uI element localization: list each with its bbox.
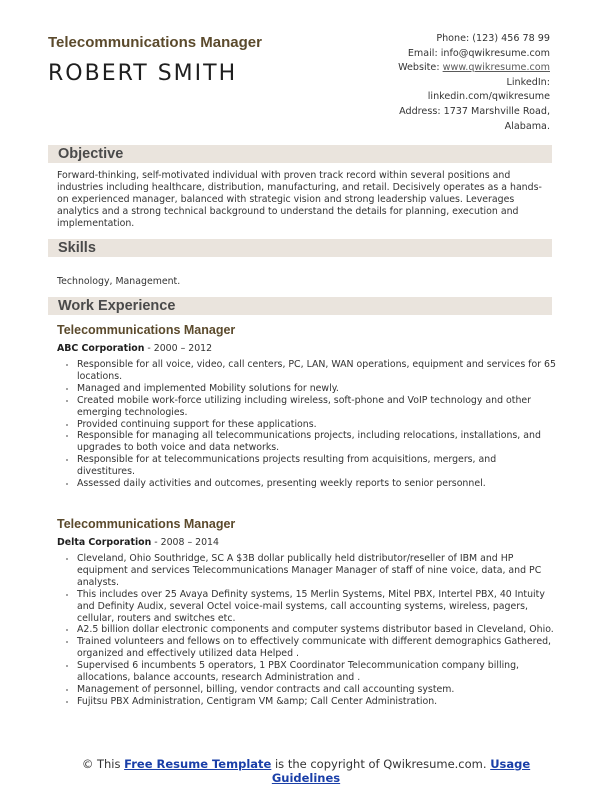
company-line	[57, 343, 212, 354]
contact-website	[340, 61, 550, 76]
list-item: • A2.5 billion dollar electronic components and computer systems distributor based in Cleveland, Ohio.	[77, 624, 557, 636]
contact-phone: Phone: (123) 456 78 99	[436, 33, 550, 44]
job-bullets	[62, 359, 557, 490]
website-label: Website:	[398, 62, 443, 74]
contact-address-line2: Alabama.	[504, 120, 550, 132]
list-item: • Managed and implemented Mobility solutions for newly.	[77, 383, 557, 395]
contact-block	[340, 32, 550, 134]
job-dates: - 2008 – 2014	[151, 537, 219, 548]
job-title: Telecommunications Manager	[57, 323, 236, 337]
company-name: ABC Corporation	[57, 343, 145, 354]
free-resume-template-link[interactable]: Free Resume Template	[124, 757, 272, 771]
contact-email: Email: info@qwikresume.com	[407, 47, 550, 59]
footer-middle: is the copyright of Qwikresume.com.	[271, 757, 491, 771]
list-item: • Provided continuing support for these applications.	[77, 419, 557, 431]
contact-address-line1: Address: 1737 Marshville Road,	[399, 105, 550, 117]
list-item: • This includes over 25 Avaya Definity systems, 15 Merlin Systems, Mitel PBX, Intertel PBX, 40 Intuity and Definity Audix, several Octel voice-mail systems, call accounting systems, wireless, pagers, cellular, routers and switches etc.	[77, 589, 557, 625]
list-item: • Cleveland, Ohio Southridge, SC A $3B dollar publically held distributor/reseller of IBM and HP equipment and services Telecommunications Manager Manager of staff of nine voice, data, and PC analysts.	[77, 553, 557, 589]
list-item: • Fujitsu PBX Administration, Centigram VM &amp; Call Center Administration.	[77, 696, 557, 708]
resume-header	[48, 34, 262, 86]
skills-text: Technology, Management.	[57, 276, 181, 287]
job-title: Telecommunications Manager	[57, 517, 236, 531]
candidate-name: ROBERT SMITH	[48, 61, 238, 86]
usage-guidelines-link[interactable]: Usage Guidelines	[271, 757, 531, 785]
list-item: • Supervised 6 incumbents 5 operators, 1 PBX Coordinator Telecommunication company billing, allocations, balance accounts, research Administration and .	[77, 660, 557, 684]
company-name: Delta Corporation	[57, 537, 152, 548]
list-item: • Trained volunteers and fellows on to effectively communicate with different demographics Gathered, organized and effectively utilized data Helped .	[77, 636, 557, 660]
contact-linkedin-label: LinkedIn:	[506, 76, 550, 88]
list-item: • Responsible for all voice, video, call centers, PC, LAN, WAN operations, equipment and services for 65 locations.	[77, 359, 557, 383]
objective-text: Forward-thinking, self-motivated individual with proven track record within several positions and industries including healthcare, distribution, manufacturing, and retail. Decisively operates as a hands-on experienced manager, balanced with strategic vision and strong leadership values. Leverages analytics and a strong technical background to understand the details for planning, execution and implementation.	[57, 170, 542, 229]
list-item: • Responsible for managing all telecommunications projects, including relocations, installations, and upgrades to both voice and data networks.	[77, 430, 557, 454]
objective-heading: Objective	[58, 146, 124, 162]
objective-section-header	[48, 145, 552, 163]
job-bullets	[62, 553, 557, 708]
company-line	[57, 537, 219, 548]
list-item: • Assessed daily activities and outcomes, presenting weekly reports to senior personnel.	[77, 478, 557, 490]
list-item: • Responsible for at telecommunications projects resulting from acquisitions, mergers, and divestitures.	[77, 454, 557, 478]
work-experience-section-header	[48, 297, 552, 315]
footer-prefix: © This	[81, 757, 125, 771]
website-link[interactable]: www.qwikresume.com	[442, 62, 550, 74]
list-item: • Created mobile work-force utilizing including wireless, soft-phone and VoIP technology and other emerging technologies.	[77, 395, 557, 419]
skills-heading: Skills	[58, 240, 96, 256]
contact-linkedin-url: linkedin.com/qwikresume	[427, 91, 550, 103]
copyright-footer	[70, 757, 542, 785]
job-dates: - 2000 – 2012	[144, 343, 213, 354]
work-experience-heading: Work Experience	[58, 298, 176, 314]
skills-section-header	[48, 239, 552, 257]
list-item: • Management of personnel, billing, vendor contracts and call accounting system.	[77, 684, 557, 696]
header-job-title: Telecommunications Manager	[48, 34, 262, 51]
